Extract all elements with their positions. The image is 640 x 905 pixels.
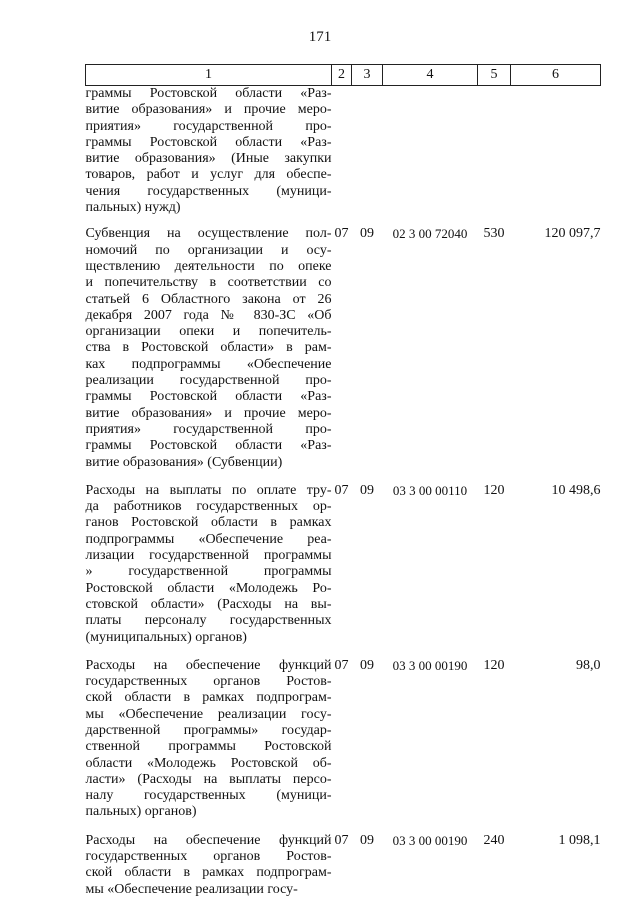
description-line: приятия» государственной про-: [85, 421, 332, 437]
section-code: 07: [334, 482, 349, 498]
description-line: граммы Ростовской области «Раз-: [85, 389, 332, 405]
description-line: Расходы на выплаты по оплате тру-: [85, 482, 332, 498]
column-header: 6: [511, 65, 601, 86]
description-line: статьей 6 Областного закона от 26: [85, 291, 332, 307]
description-line: приятия» государственной про-: [85, 118, 332, 134]
description-line: граммы Ростовской области «Раз-: [85, 134, 332, 150]
description-line: граммы Ростовской области «Раз-: [85, 438, 332, 454]
row-description: [86, 833, 332, 898]
column-header: 5: [478, 65, 511, 86]
section-code: 07: [334, 657, 349, 673]
description-line: Расходы на обеспечение функций: [85, 657, 332, 673]
expense-type-code: 240: [483, 832, 505, 848]
expense-type-code: 530: [483, 226, 505, 242]
row-description: [86, 86, 332, 227]
subsection-code: 09: [360, 226, 374, 242]
description-line: государственных органов Ростов-: [85, 674, 332, 690]
table-row: [86, 833, 601, 898]
amount: 120 097,7: [544, 226, 601, 242]
target-article-code: 02 3 00 72040: [392, 226, 468, 242]
table-row: [86, 658, 601, 833]
description-line: ках подпрограммы «Обеспечение: [85, 356, 332, 372]
description-line: мы «Обеспечение реализации госу-: [85, 706, 332, 722]
description-line: да работников государственных ор-: [85, 499, 332, 515]
description-line: декабря 2007 года № 830-ЗС «Об: [85, 307, 332, 323]
table-row: [86, 226, 601, 482]
description-line: витие образования» и прочие меро-: [85, 102, 332, 118]
description-line: » государственной программы: [85, 564, 332, 580]
column-header: 2: [332, 65, 352, 86]
description-line: лизации государственной программы: [85, 548, 332, 564]
description-line: ской области в рамках подпрограм-: [85, 865, 332, 881]
description-line: области «Молодежь Ростовской об-: [85, 755, 332, 771]
page-number: 171: [308, 29, 332, 45]
table-header-row: [86, 65, 601, 86]
description-line: подпрограммы «Обеспечение реа-: [85, 531, 332, 547]
description-line: (муниципальных) органов): [85, 629, 247, 645]
description-line: витие образования» (Субвенции): [85, 454, 283, 470]
description-line: ганов Ростовской области в рамках: [85, 515, 332, 531]
description-line: платы персоналу государственных: [85, 613, 332, 629]
table-body: [86, 86, 601, 898]
amount: 10 498,6: [551, 482, 601, 498]
description-line: Расходы на обеспечение функций: [85, 832, 332, 848]
target-article-code: [383, 86, 478, 227]
description-line: товаров, работ и услуг для обеспе-: [85, 167, 332, 183]
description-line: мы «Обеспечение реализации госу-: [85, 881, 298, 897]
description-line: стовской области» (Расходы на вы-: [85, 596, 332, 612]
amount: 1 098,1: [558, 832, 601, 848]
row-description: [86, 226, 332, 482]
description-line: ства в Ростовской области» в рам-: [85, 340, 332, 356]
subsection-code: 09: [360, 832, 374, 848]
description-line: государственных органов Ростов-: [85, 849, 332, 865]
description-line: налу государственных (муници-: [85, 788, 332, 804]
description-line: реализации государственной про-: [85, 373, 332, 389]
description-line: граммы Ростовской области «Раз-: [85, 86, 332, 101]
description-line: Субвенция на осуществление пол-: [85, 226, 332, 242]
subsection-code: [352, 86, 383, 227]
expense-type-code: 120: [483, 482, 505, 498]
section-code: 07: [334, 832, 349, 848]
expense-type-code: 120: [483, 657, 505, 673]
column-header: 4: [383, 65, 478, 86]
description-line: ществлению деятельности по опеке: [85, 258, 332, 274]
description-line: ласти» (Расходы на выплаты персо-: [85, 771, 332, 787]
column-header: 3: [352, 65, 383, 86]
target-article-code: 03 3 00 00190: [392, 832, 468, 848]
description-line: пальных) нужд): [85, 200, 181, 216]
amount: [511, 86, 601, 227]
description-line: витие образования» (Иные закупки: [85, 151, 332, 167]
section-code: [332, 86, 352, 227]
description-line: организации опеки и попечитель-: [85, 324, 332, 340]
description-line: и попечительству в соответствии со: [85, 275, 332, 291]
description-line: ской области в рамках подпрограм-: [85, 690, 332, 706]
description-line: ственной программы Ростовской: [85, 739, 332, 755]
amount: 98,0: [576, 657, 601, 673]
description-line: пальных) органов): [85, 804, 197, 820]
table-row: [86, 86, 601, 227]
expense-type-code: [478, 86, 511, 227]
target-article-code: 03 3 00 00190: [392, 657, 468, 673]
row-description: [86, 658, 332, 833]
subsection-code: 09: [360, 657, 374, 673]
description-line: чения государственных (муници-: [85, 183, 332, 199]
description-line: Ростовской области «Молодежь Ро-: [85, 580, 332, 596]
row-description: [86, 483, 332, 658]
budget-table: [85, 64, 601, 898]
section-code: 07: [334, 226, 349, 242]
description-line: номочий по организации и осу-: [85, 242, 332, 258]
description-line: витие образования» и прочие меро-: [85, 405, 332, 421]
table-row: [86, 483, 601, 658]
subsection-code: 09: [360, 482, 374, 498]
target-article-code: 03 3 00 00110: [392, 482, 468, 498]
column-header: 1: [86, 65, 332, 86]
description-line: дарственной программы» государ-: [85, 722, 332, 738]
